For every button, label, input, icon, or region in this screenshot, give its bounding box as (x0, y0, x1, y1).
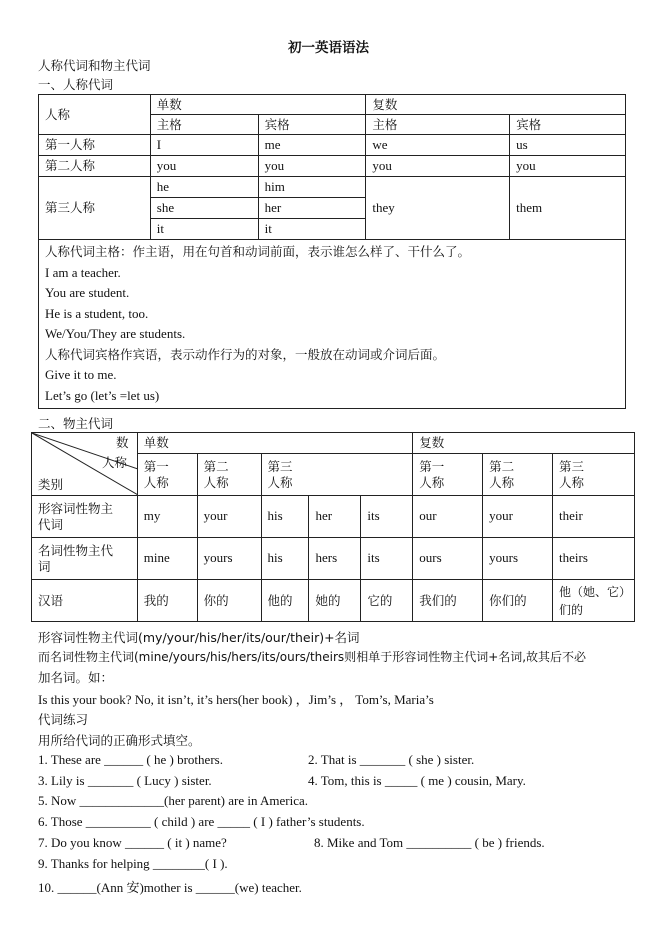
exercise-7: 7. Do you know ______ ( it ) name? (38, 835, 227, 850)
table-row (32, 538, 635, 580)
header-person: 人称 (39, 95, 151, 135)
header-subject: 主格 (366, 115, 510, 135)
diag-label-mid: 人称 (102, 455, 128, 470)
cell: it (258, 219, 366, 240)
person-header: 第三 人称 (553, 454, 635, 496)
header-object: 宾格 (510, 115, 626, 135)
cell: 你们的 (483, 580, 553, 622)
section-heading: 人称代词和物主代词 (38, 58, 151, 73)
cell: me (258, 135, 366, 156)
cell: they (366, 177, 510, 240)
row-label: 形容词性物主 代词 (32, 496, 138, 538)
cell: us (510, 135, 626, 156)
cell: 他（她、它）们的 (553, 580, 635, 622)
exercise-1: 1. These are ______ ( he ) brothers. (38, 752, 223, 767)
header-plural: 复数 (366, 95, 626, 115)
table-row (39, 135, 626, 156)
table-row (32, 496, 635, 538)
exercise-6: 6. Those __________ ( child ) are _____ ( I ) father’s students. (38, 814, 365, 829)
note-line: Give it to me. (45, 367, 117, 382)
practice-title: 代词练习 (38, 712, 89, 727)
person-header: 第一 人称 (137, 454, 197, 496)
note-line: 人称代词主格：作主语，用在句首和动词前面，表示谁怎么样了、干什么了。 (45, 244, 471, 259)
practice-instruction: 用所给代词的正确形式填空。 (38, 733, 201, 748)
page-title: 初一英语语法 (288, 40, 369, 56)
cell: your (197, 496, 261, 538)
cell: my (137, 496, 197, 538)
row-label: 第二人称 (39, 156, 151, 177)
cell: 她的 (309, 580, 361, 622)
cell: 我们的 (413, 580, 483, 622)
paragraph: 而名词性物主代词(mine/yours/his/hers/its/ours/theirs则相单于形容词性物主代词+名词,故其后不必 (38, 650, 587, 664)
cell: mine (137, 538, 197, 580)
section-heading-1: 一、人称代词 (38, 77, 114, 92)
cell: we (366, 135, 510, 156)
example-line: Is this your book? No, it isn’t, it’s hers(her book) ，Jim’s ， Tom’s, Maria’s (38, 692, 434, 707)
exercise-3: 3. Lily is _______ ( Lucy ) sister. (38, 773, 212, 788)
paragraph: 加名词。如： (38, 670, 114, 685)
diag-label-top: 数 (116, 435, 129, 450)
diag-label-bottom: 类别 (38, 477, 64, 492)
cell: our (413, 496, 483, 538)
cell: 它的 (361, 580, 413, 622)
cell: you (150, 156, 258, 177)
note-line: You are student. (45, 285, 130, 300)
header-object: 宾格 (258, 115, 366, 135)
cell: 我的 (137, 580, 197, 622)
cell: yours (483, 538, 553, 580)
cell: their (553, 496, 635, 538)
cell: you (258, 156, 366, 177)
header-singular: 单数 (150, 95, 366, 115)
note-line: We/You/They are students. (45, 326, 186, 341)
person-header: 第一 人称 (413, 454, 483, 496)
exercise-10: 10. ______(Ann 安)mother is ______(we) teacher. (38, 880, 302, 895)
exercise-2: 2. That is _______ ( she ) sister. (308, 752, 475, 767)
notes-cell (39, 240, 626, 409)
table-row (39, 177, 626, 198)
cell: her (258, 198, 366, 219)
cell: she (150, 198, 258, 219)
cell: hers (309, 538, 361, 580)
cell: his (261, 538, 309, 580)
possessive-pronoun-table (31, 432, 635, 622)
cell: you (366, 156, 510, 177)
cell: them (510, 177, 626, 240)
table-row (39, 156, 626, 177)
exercise-4: 4. Tom, this is _____ ( me ) cousin, Mary. (308, 773, 526, 788)
table-row (32, 580, 635, 622)
paragraph: 形容词性物主代词(my/your/his/her/its/our/their)+名词 (38, 630, 360, 645)
note-line: I am a teacher. (45, 264, 121, 280)
cell: its (361, 538, 413, 580)
header-singular: 单数 (137, 433, 413, 454)
note-line: Let’s go (let’s =let us) (45, 387, 160, 403)
cell: his (261, 496, 309, 538)
row-label: 名词性物主代 词 (32, 538, 138, 580)
cell: its (361, 496, 413, 538)
personal-pronoun-table (38, 94, 626, 409)
person-header: 第二 人称 (197, 454, 261, 496)
cell: 他的 (261, 580, 309, 622)
cell: theirs (553, 538, 635, 580)
cell: 你的 (197, 580, 261, 622)
cell: yours (197, 538, 261, 580)
cell: it (150, 219, 258, 240)
row-label: 汉语 (32, 580, 138, 622)
diagonal-header (32, 433, 138, 496)
exercise-8: 8. Mike and Tom __________ ( be ) friends. (314, 835, 545, 850)
note-line: He is a student, too. (45, 305, 149, 321)
row-label: 第三人称 (39, 177, 151, 240)
row-label: 第一人称 (39, 135, 151, 156)
section-heading-2: 二、物主代词 (38, 416, 114, 431)
cell: you (510, 156, 626, 177)
exercise-5: 5. Now _____________(her parent) are in America. (38, 793, 309, 808)
cell: ours (413, 538, 483, 580)
cell: your (483, 496, 553, 538)
header-plural: 复数 (413, 433, 635, 454)
cell: I (150, 135, 258, 156)
person-header: 第二 人称 (483, 454, 553, 496)
exercise-9: 9. Thanks for helping ________( I ). (38, 856, 228, 871)
note-line: 人称代词宾格作宾语，表示动作行为的对象，一般放在动词或介词后面。 (45, 346, 446, 362)
cell: him (258, 177, 366, 198)
cell: he (150, 177, 258, 198)
header-subject: 主格 (150, 115, 258, 135)
cell: her (309, 496, 361, 538)
person-header: 第三 人称 (261, 454, 413, 496)
